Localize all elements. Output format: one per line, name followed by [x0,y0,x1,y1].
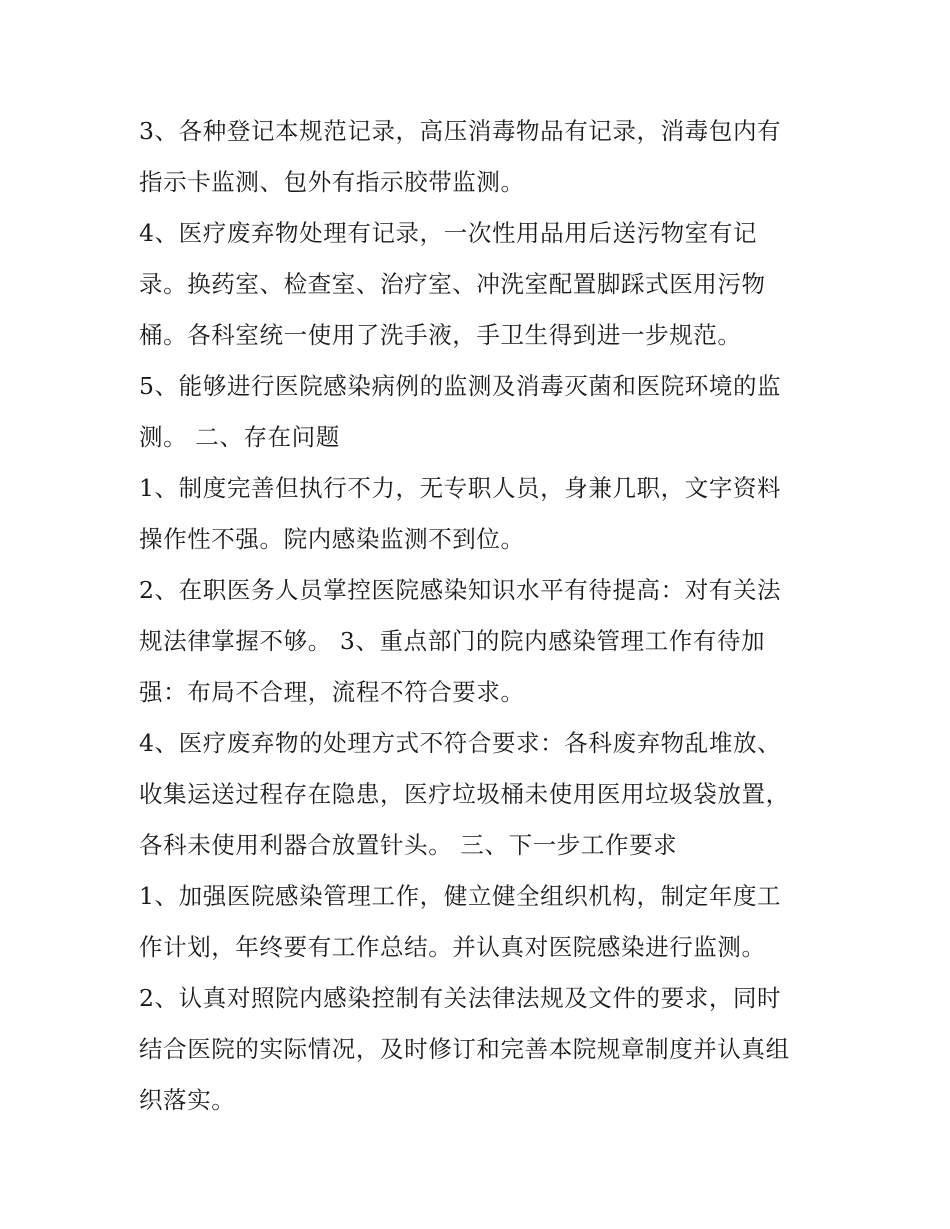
text-line: 4、医疗废弃物的处理方式不符合要求：各科废弃物乱堆放、 [139,729,782,757]
text-line: 规法律掌握不够。 3、重点部门的院内感染管理工作有待加 [139,627,766,655]
text-line: 织落实。 [139,1086,236,1114]
text-line: 1、加强医院感染管理工作，健立健全组织机构，制定年度工 [139,882,782,910]
text-line: 指示卡监测、包外有指示胶带监测。 [139,168,525,196]
text-line: 2、认真对照院内感染控制有关法律法规及文件的要求，同时 [139,984,782,1012]
text-line: 2、在职医务人员掌控医院感染知识水平有待提高：对有关法 [139,576,782,604]
text-line: 收集运送过程存在隐患，医疗垃圾桶未使用医用垃圾袋放置， [139,780,790,808]
text-line: 1、制度完善但执行不力，无专职人员，身兼几职，文字资料 [139,474,782,502]
text-line: 录。换药室、检查室、治疗室、冲洗室配置脚踩式医用污物 [139,270,766,298]
text-line: 桶。各科室统一使用了洗手液，手卫生得到进一步规范。 [139,321,742,349]
text-line: 强：布局不合理，流程不符合要求。 [139,678,525,706]
document-body [139,106,819,1126]
text-line: 各科未使用利器合放置针头。 三、下一步工作要求 [139,831,678,859]
text-line: 4、医疗废弃物处理有记录，一次性用品用后送污物室有记 [139,219,758,247]
text-line: 测。 二、存在问题 [139,423,340,451]
text-line: 结合医院的实际情况，及时修订和完善本院规章制度并认真组 [139,1035,790,1063]
text-line: 操作性不强。院内感染监测不到位。 [139,525,525,553]
text-line: 作计划，年终要有工作总结。并认真对医院感染进行监测。 [139,933,766,961]
text-line: 5、能够进行医院感染病例的监测及消毒灭菌和医院环境的监 [139,372,782,400]
text-line: 3、各种登记本规范记录，高压消毒物品有记录，消毒包内有 [139,117,782,145]
